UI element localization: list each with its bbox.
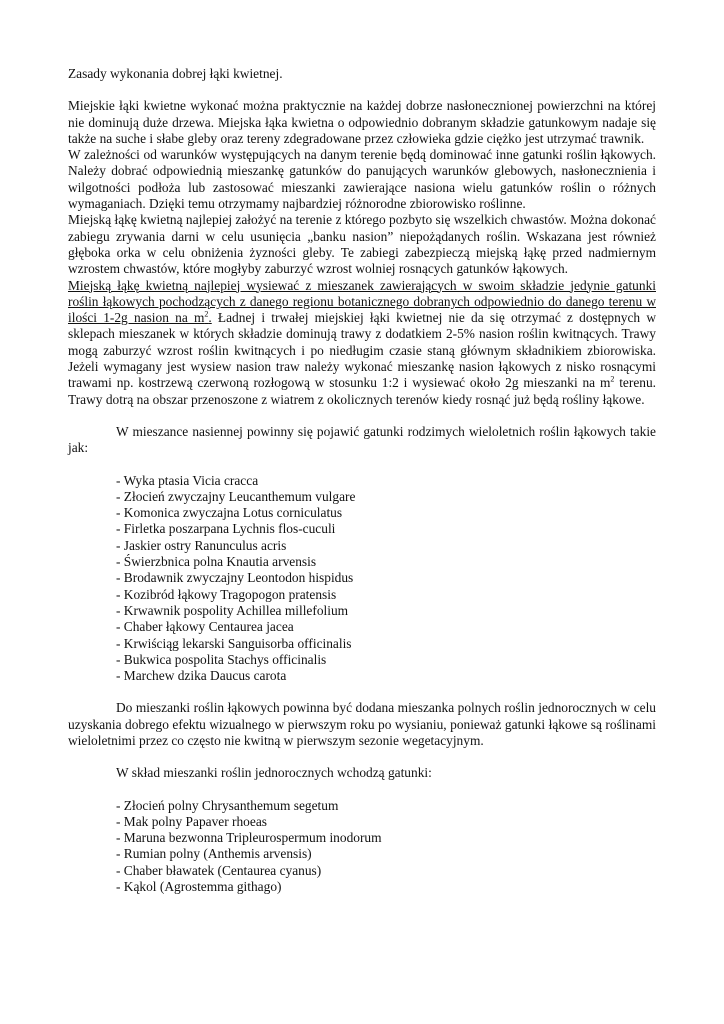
intro-paragraph-3: Miejską łąkę kwietną najlepiej założyć na terenie z którego pozbyto się wszelkich chwastów. Można dokonać zabiegu zrywania darni w celu usunięcia „banku nasion” niepożądanych roślin. Wskazana jest również głęboka orka w celu obniżenia żyzności gleby. Te zabiegi zabezpieczą miejską łąkę przed nadmiernym wzrostem chwastów, które mogłyby zaburzyć wzrost wolniej rosnących gatunków łąkowych. (68, 212, 656, 277)
paragraph-4-tail: terenu. Trawy dotrą na obszar przenoszone z wiatrem z okolicznych terenów kiedy rosnąć już będą rośliny łąkowe. (68, 375, 657, 407)
list-item: - Chaber bławatek (Centaurea cyanus) (116, 862, 322, 878)
paragraph-4-text: Ładnej i trwałej miejskiej łąki kwietnej nie da się otrzymać z dostępnych w sklepach mieszanek w których składzie dominują trawy z dodatkiem 2-5% nasion roślin kwitnących. Trawy mogą zaburzyć wzrost roślin kwitnących i po niedługim czasie staną głównym składnikiem zbiorowiska. Jeżeli wymagany jest wysiew nasion traw należy wykonać mieszankę nasion łąkowych z nisko rosnącymi trawami np. kostrzewą czerwoną rozłogową w stosunku 1:2 i wysiewać około 2g mieszanki na m (68, 310, 656, 391)
list-item: - Maruna bezwonna Tripleurospermum inodorum (116, 830, 382, 846)
spacer (68, 749, 656, 765)
list-item: - Kozibród łąkowy Tragopogon pratensis (116, 586, 337, 602)
list-item: - Bukwica pospolita Stachys officinalis (116, 651, 327, 667)
list-item: - Złocień polny Chrysanthemum segetum (116, 797, 339, 813)
intro-paragraph-1: Miejskie łąki kwietne wykonać można praktycznie na każdej dobrze nasłonecznionej powierzchni na której nie dominują duże drzewa. Miejska łąka kwietna o odpowiednio dobranym składzie gatunkowym nadaje się także na suche i słabe gleby oraz tereny zdegradowane przez człowieka gdzie ciężko jest utrzymać trawnik. (68, 98, 656, 146)
annual-list-heading: W skład mieszanki roślin jednorocznych wchodzą gatunki: (116, 765, 432, 781)
superscript-2: 2 (204, 309, 209, 319)
list-item: - Brodawnik zwyczajny Leontodon hispidus (116, 570, 354, 586)
list-item: - Komonica zwyczajna Lotus corniculatus (116, 505, 343, 521)
list-item: - Kąkol (Agrostemma githago) (116, 879, 282, 895)
document-page (68, 66, 656, 895)
list-item: - Świerzbnica polna Knautia arvensis (116, 554, 317, 570)
list-item: - Krwawnik pospolity Achillea millefolium (116, 602, 349, 618)
perennial-intro: W mieszance nasiennej powinny się pojawić gatunki rodzimych wieloletnich roślin łąkowych takie jak: (68, 423, 656, 456)
list-item: - Mak polny Papaver rhoeas (116, 813, 267, 829)
annual-intro-paragraph: Do mieszanki roślin łąkowych powinna być dodana mieszanka polnych roślin jednorocznych w celu uzyskania dobrego efektu wizualnego w pierwszym roku po wysianiu, ponieważ gatunki łąkowe są roślinami wieloletnimi przez co często nie kwitną w pierwszym sezonie wegetacyjnym. (68, 700, 656, 748)
perennial-species-list (116, 473, 656, 685)
spacer (68, 408, 656, 424)
list-item: - Krwiściąg lekarski Sanguisorba officinalis (116, 635, 352, 651)
underlined-text: Miejską łąkę kwietną najlepiej wysiewać z mieszanek zawierających w swoim składzie jedynie gatunki roślin łąkowych pochodzących z danego regionu botanicznego dobranych odpowiednio do danego terenu w ilości 1-2g nasion na m (68, 277, 656, 326)
document-title: Zasady wykonania dobrej łąki kwietnej. (68, 66, 283, 81)
underlined-period: . (208, 310, 212, 326)
list-item: - Firletka poszarpana Lychnis flos-cuculi (116, 521, 336, 537)
list-item: - Złocień zwyczajny Leucanthemum vulgare (116, 488, 356, 504)
list-item: - Marchew dzika Daucus carota (116, 668, 287, 684)
intro-paragraph-4 (68, 278, 656, 408)
annual-species-list (116, 798, 656, 896)
list-item: - Wyka ptasia Vicia cracca (116, 472, 259, 488)
list-item: - Chaber łąkowy Centaurea jacea (116, 619, 294, 635)
list-item: - Jaskier ostry Ranunculus acris (116, 537, 287, 553)
intro-paragraph-2: W zależności od warunków występujących na danym terenie będą dominować inne gatunki roślin łąkowych. Należy dobrać odpowiednią mieszankę gatunków do panujących warunków glebowych, nasłonecznienia i wilgotności podłoża lub zastosować mieszanki zawierające nasiona wielu gatunków roślin o różnych wymaganiach. Dzięki temu otrzymamy najbardziej różnorodne zbiorowisko roślinne. (68, 147, 656, 212)
superscript-2-second: 2 (610, 374, 615, 384)
spacer (68, 684, 656, 700)
list-item: - Rumian polny (Anthemis arvensis) (116, 846, 312, 862)
